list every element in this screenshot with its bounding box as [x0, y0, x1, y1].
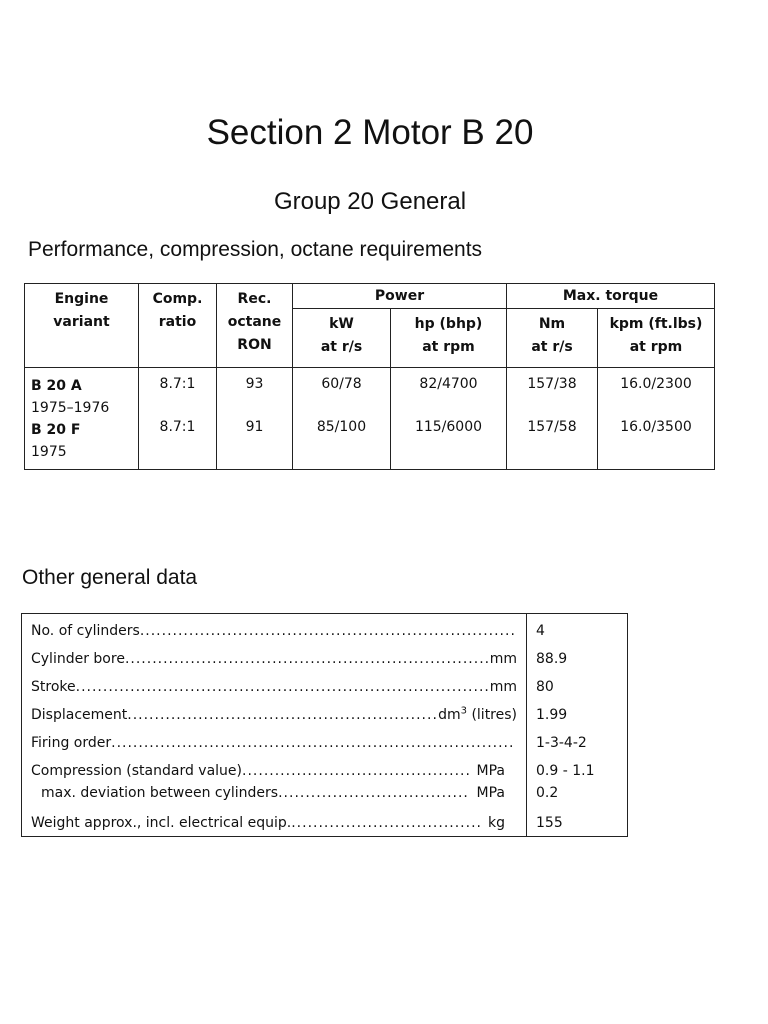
- row-label: Compression (standard value): [31, 763, 243, 779]
- octane-cell: 93: [217, 368, 293, 420]
- kpm-header: kpm (ft.lbs) at rpm: [598, 309, 715, 368]
- row-unit: MPa: [476, 763, 505, 779]
- comp-cell: 8.7:1: [139, 368, 217, 420]
- row-label: Cylinder bore: [31, 651, 125, 667]
- other-data-heading: Other general data: [22, 566, 198, 589]
- variant-cell: B 20 A 1975–1976: [25, 368, 139, 420]
- comp-ratio-header: Comp. ratio: [139, 284, 217, 368]
- other-data-table: [21, 613, 628, 837]
- nm-cell: 157/58: [507, 419, 598, 469]
- max-torque-header: Max. torque: [507, 284, 715, 309]
- list-item: [22, 704, 627, 726]
- row-unit: mm: [489, 679, 517, 695]
- hp-header: hp (bhp) at rpm: [391, 309, 507, 368]
- row-label: Weight approx., incl. electrical equip.: [31, 815, 292, 831]
- nm-cell: 157/38: [507, 368, 598, 420]
- table-row: [25, 368, 715, 420]
- kw-header: kW at r/s: [293, 309, 391, 368]
- nm-header: Nm at r/s: [507, 309, 598, 368]
- row-unit: $dm^3$ (litres): [438, 705, 517, 723]
- row-label: Displacement: [31, 707, 128, 723]
- kpm-cell: 16.0/2300: [598, 368, 715, 420]
- row-label: Stroke: [31, 679, 76, 695]
- kw-cell: 85/100: [293, 419, 391, 469]
- list-item: [22, 782, 627, 804]
- table-row: [25, 419, 715, 469]
- list-item: [22, 760, 627, 782]
- row-unit: mm: [489, 651, 517, 667]
- page-title: Section 2 Motor B 20: [206, 113, 534, 152]
- list-item: [22, 676, 627, 698]
- hp-cell: 82/4700: [391, 368, 507, 420]
- row-value: 88.9: [536, 651, 568, 667]
- row-value: 4: [536, 623, 545, 639]
- row-value: 0.9 - 1.1: [536, 763, 595, 779]
- list-item: [22, 648, 627, 670]
- list-item: [22, 620, 627, 642]
- row-unit: kg: [488, 815, 505, 831]
- list-item: [22, 732, 627, 754]
- row-value: 80: [536, 679, 554, 695]
- engine-variant-header: Engine variant: [25, 284, 139, 368]
- kpm-cell: 16.0/3500: [598, 419, 715, 469]
- hp-cell: 115/6000: [391, 419, 507, 469]
- row-value: 155: [536, 815, 563, 831]
- row-label: No. of cylinders: [31, 623, 140, 639]
- performance-heading: Performance, compression, octane requirements: [28, 238, 483, 261]
- variant-cell: B 20 F 1975: [25, 419, 139, 469]
- row-label: max. deviation between cylinders: [41, 785, 279, 801]
- octane-cell: 91: [217, 419, 293, 469]
- row-value: 1.99: [536, 707, 568, 723]
- kw-cell: 60/78: [293, 368, 391, 420]
- row-value: 1-3-4-2: [536, 735, 587, 751]
- row-label: Firing order: [31, 735, 112, 751]
- page-subtitle: Group 20 General: [273, 188, 467, 215]
- list-item: [22, 812, 627, 834]
- performance-table: [24, 283, 715, 470]
- octane-header: Rec. octane RON: [217, 284, 293, 368]
- comp-cell: 8.7:1: [139, 419, 217, 469]
- power-header: Power: [293, 284, 507, 309]
- row-value: 0.2: [536, 785, 559, 801]
- row-unit: MPa: [476, 785, 505, 801]
